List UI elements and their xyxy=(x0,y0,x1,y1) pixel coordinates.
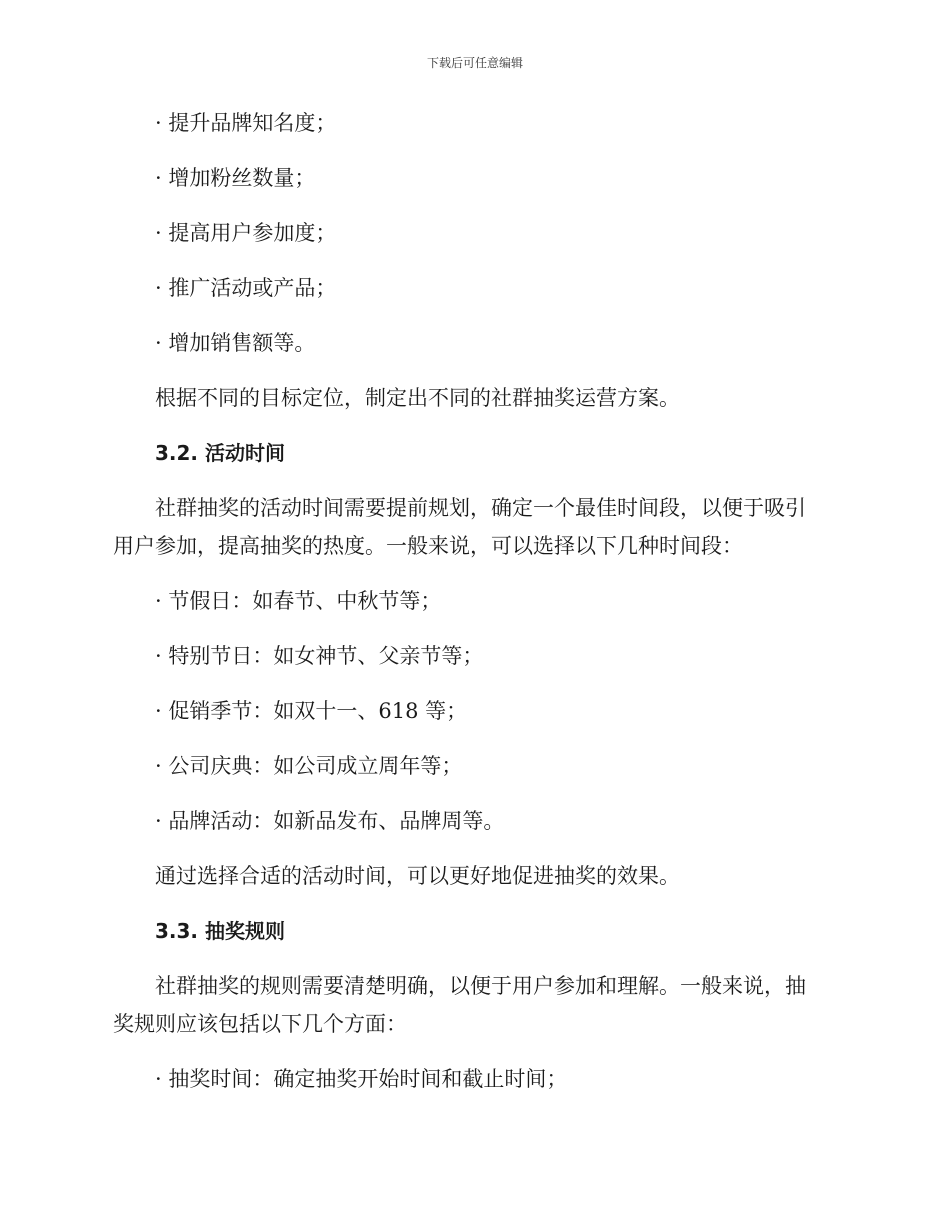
list-item: · 抽奖时间：确定抽奖开始时间和截止时间； xyxy=(155,1067,568,1091)
section-heading: 3.2. 活动时间 xyxy=(155,441,285,465)
paragraph: 根据不同的目标定位，制定出不同的社群抽奖运营方案。 xyxy=(155,386,680,410)
paragraph: 社群抽奖的活动时间需要提前规划，确定一个最佳时间段，以便于吸引 xyxy=(155,496,806,520)
list-item: · 公司庆典：如公司成立周年等； xyxy=(155,754,463,778)
paragraph: 社群抽奖的规则需要清楚明确，以便于用户参加和理解。一般来说，抽 xyxy=(155,974,806,998)
list-item: · 品牌活动：如新品发布、品牌周等。 xyxy=(155,809,505,833)
paragraph: 通过选择合适的活动时间，可以更好地促进抽奖的效果。 xyxy=(155,864,680,888)
page-header: 下载后可任意编辑 xyxy=(426,56,523,70)
list-item: · 促销季节：如双十一、618 等； xyxy=(155,699,468,723)
list-item: · 提升品牌知名度； xyxy=(155,111,337,135)
document-body xyxy=(113,104,833,1098)
list-item: · 增加粉丝数量； xyxy=(155,166,316,190)
list-item: · 提高用户参加度； xyxy=(155,221,337,245)
list-item: · 增加销售额等。 xyxy=(155,331,316,355)
list-item: · 节假日：如春节、中秋节等； xyxy=(155,589,442,613)
paragraph: 用户参加，提高抽奖的热度。一般来说，可以选择以下几种时间段： xyxy=(113,534,743,558)
paragraph: 奖规则应该包括以下几个方面： xyxy=(113,1012,407,1036)
list-item: · 推广活动或产品； xyxy=(155,276,337,300)
section-heading: 3.3. 抽奖规则 xyxy=(155,919,285,943)
list-item: · 特别节日：如女神节、父亲节等； xyxy=(155,644,484,668)
